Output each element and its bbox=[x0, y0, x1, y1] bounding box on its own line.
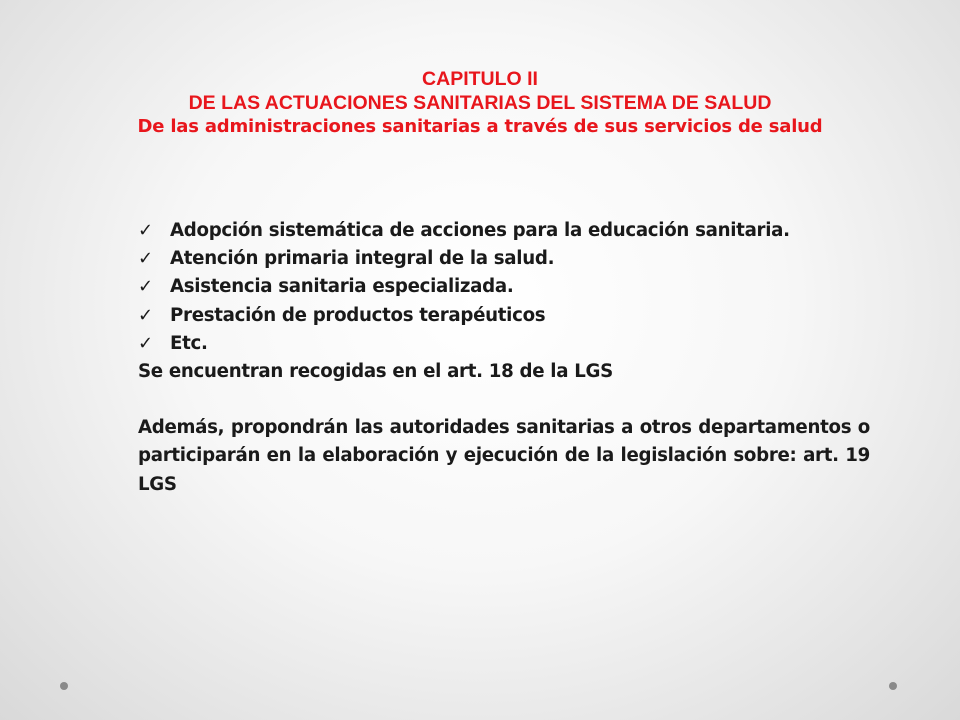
checkmark-icon: ✓ bbox=[138, 248, 153, 270]
list-item bbox=[138, 330, 870, 358]
list-item-text: Asistencia sanitaria especializada. bbox=[170, 276, 514, 298]
checkmark-icon: ✓ bbox=[138, 276, 153, 298]
checkmark-icon: ✓ bbox=[138, 304, 153, 326]
list-item bbox=[138, 302, 870, 330]
chapter-subtitle: De las administraciones sanitarias a través de sus servicios de salud bbox=[137, 116, 823, 137]
list-item-text: Etc. bbox=[170, 332, 208, 354]
list-item bbox=[138, 217, 870, 245]
list-item-text: Adopción sistemática de acciones para la educación sanitaria. bbox=[170, 220, 790, 241]
body-paragraph: Además, propondrán las autoridades sanitarias a otros departamentos o participarán en la elaboración y ejecución de la legislación sobre: art. 19 LGS bbox=[138, 417, 870, 495]
list-item-text: Atención primaria integral de la salud. bbox=[170, 248, 555, 270]
decorative-dot-right bbox=[889, 682, 897, 690]
slide-body bbox=[138, 217, 870, 499]
list-item bbox=[138, 273, 870, 301]
list-item bbox=[138, 245, 870, 273]
slide-header bbox=[100, 67, 860, 139]
chapter-heading: CAPITULO II bbox=[422, 68, 538, 90]
reference-note: Se encuentran recogidas en el art. 18 de la LGS bbox=[138, 361, 613, 383]
decorative-dot-left bbox=[60, 682, 68, 690]
spacer bbox=[138, 386, 870, 414]
checkmark-icon: ✓ bbox=[138, 332, 153, 354]
list-item-text: Prestación de productos terapéuticos bbox=[170, 304, 546, 326]
checklist bbox=[138, 217, 870, 358]
checkmark-icon: ✓ bbox=[138, 220, 153, 241]
chapter-title: DE LAS ACTUACIONES SANITARIAS DEL SISTEMA DE SALUD bbox=[188, 92, 772, 114]
